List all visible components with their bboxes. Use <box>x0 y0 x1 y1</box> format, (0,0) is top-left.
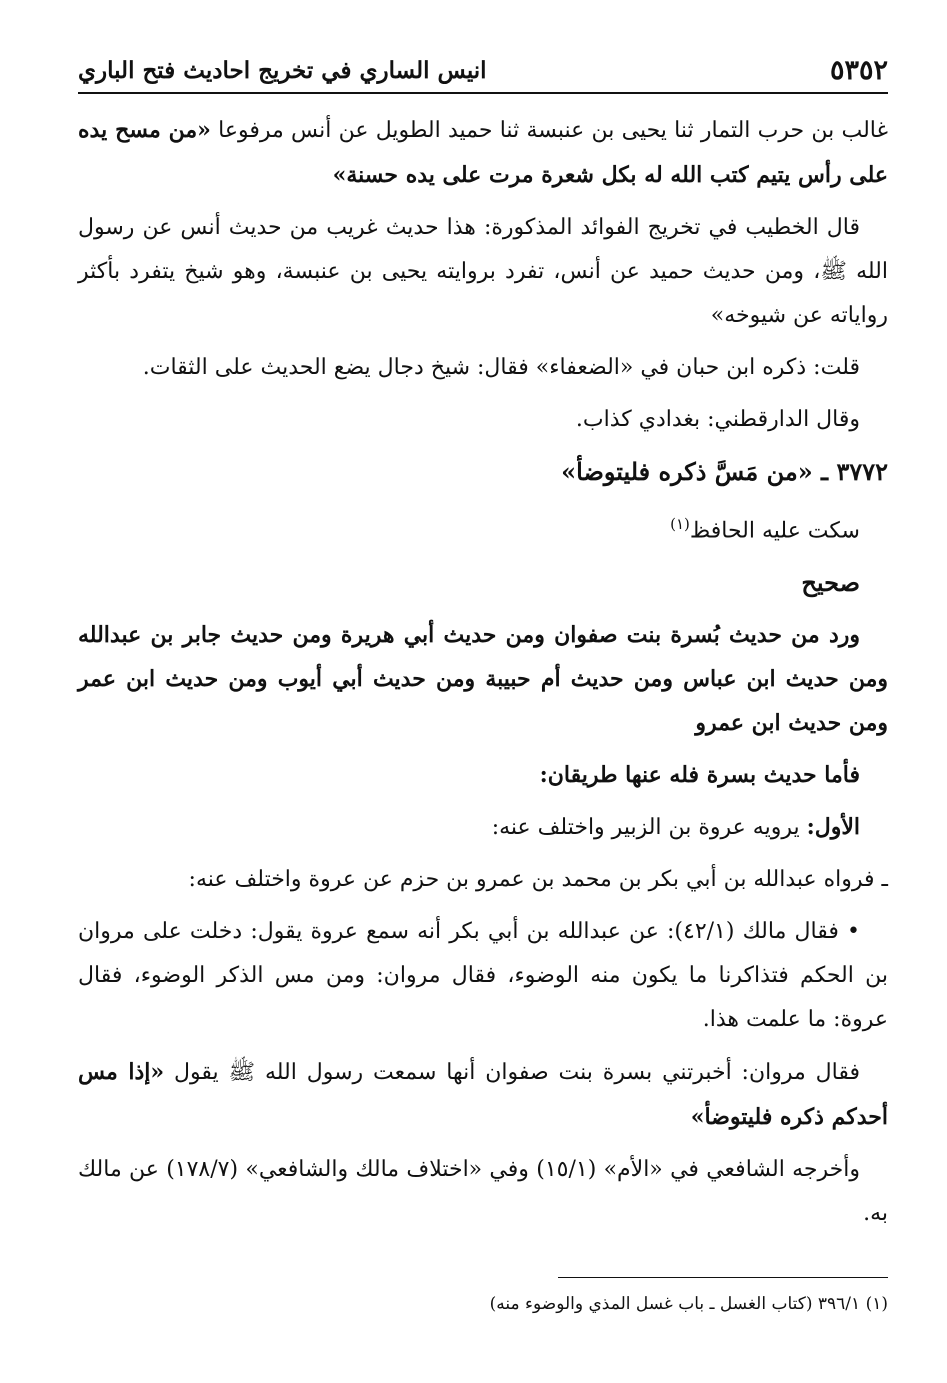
header-rule <box>78 92 888 94</box>
paragraph-8: الأول: يرويه عروة بن الزبير واختلف عنه: <box>491 814 860 841</box>
page-header <box>78 52 888 88</box>
paragraph-2: قال الخطيب في تخريج الفوائد المذكورة: هذا حديث غريب من حديث أنس عن رسول الله ﷺ، ومن حديث حميد عن أنس، تفرد بروايته يحيى بن عنبسة، وهو شيخ يتفرد بأكثر رواياته عن شيوخه» <box>78 215 888 328</box>
paragraph-7: فأما حديث بسرة فله عنها طريقان: <box>539 762 860 789</box>
paragraph-5: سكت عليه الحافظ$^{(١)}$ <box>670 515 860 544</box>
main-text <box>78 108 888 1244</box>
paragraph-9: ـ فرواه عبدالله بن أبي بكر بن محمد بن عمرو بن حزم عن عروة واختلف عنه: <box>188 867 888 893</box>
paragraph-4: وقال الدارقطني: بغدادي كذاب. <box>575 407 860 432</box>
footnote-mark: (١) <box>670 515 690 533</box>
paragraph-6: ورد من حديث بُسرة بنت صفوان ومن حديث أبي هريرة ومن حديث جابر بن عبدالله ومن حديث ابن عباس ومن حديث أم حبيبة ومن حديث أبي أيوب ومن حديث ابن عمر ومن حديث ابن عمرو <box>78 622 888 737</box>
paragraph-10: • فقال مالك (٤٢/١): عن عبدالله بن أبي بكر أنه سمع عروة يقول: دخلت على مروان بن الحكم فتذاكرنا ما يكون منه الوضوء، فقال مروان: ومن مس الذكر الوضوء، فقال عروة: ما علمت هذا. <box>78 919 888 1033</box>
page-number: ٥٣٥٢ <box>829 54 888 86</box>
hadith-quote: «من مسح يده على رأس يتيم كتب الله له بكل شعرة مرت على يده حسنة» <box>78 117 888 188</box>
paragraph-11: فقال مروان: أخبرتني بسرة بنت صفوان أنها سمعت رسول الله ﷺ يقول «إذا مس أحدكم ذكره فليتوضأ» <box>78 1059 888 1131</box>
footnote-rule <box>558 1277 888 1278</box>
footnote: (١) ٣٩٦/١ (كتاب الغسل ـ باب غسل المذي والوضوء منه) <box>489 1294 888 1314</box>
grade-heading: صحيح <box>801 568 860 598</box>
paragraph-12: وأخرجه الشافعي في «الأم» (١٥/١) وفي «اختلاف مالك والشافعي» (١٧٨/٧) عن مالك به. <box>78 1157 888 1227</box>
running-title: انيس الساري في تخريج احاديث فتح الباري <box>78 56 487 84</box>
hadith-heading: ٣٧٧٢ ـ «من مَسَّ ذكره فليتوضأ» <box>561 457 888 486</box>
hadith-quote-2: «إذا مس أحدكم ذكره فليتوضأ» <box>78 1059 888 1131</box>
paragraph-1: غالب بن حرب التمار ثنا يحيى بن عنبسة ثنا حميد الطويل عن أنس مرفوعا «من مسح يده على رأس يتيم كتب الله له بكل شعرة مرت على يده حسنة» <box>78 117 888 188</box>
paragraph-3: قلت: ذكره ابن حبان في «الضعفاء» فقال: شيخ دجال يضع الحديث على الثقات. <box>142 355 860 380</box>
